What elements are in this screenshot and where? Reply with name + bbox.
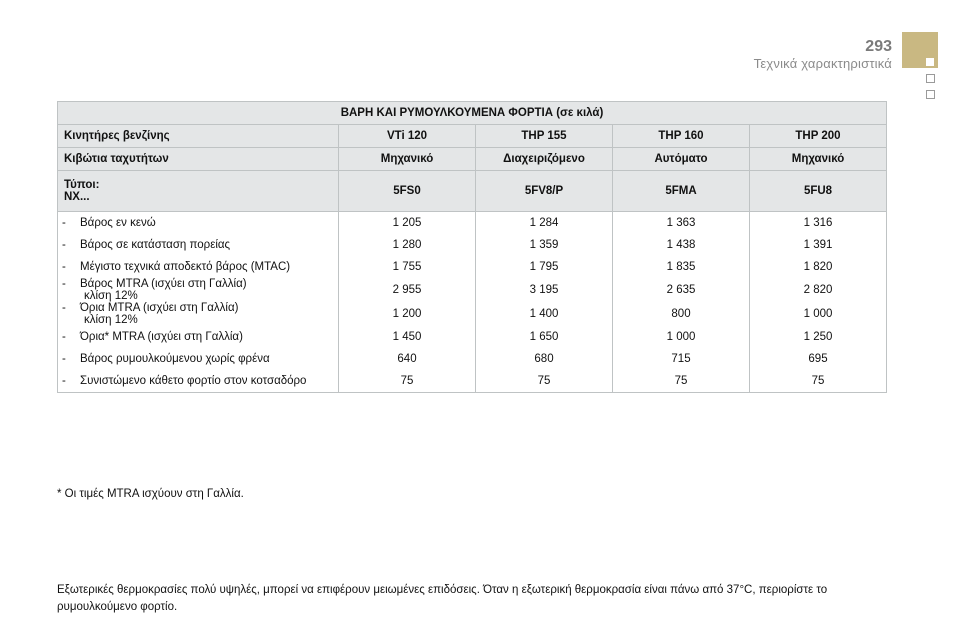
table-cell: 1 205: [339, 212, 476, 235]
table-cell: 1 650: [476, 326, 613, 348]
table-cell: 1 363: [613, 212, 750, 235]
row-label: - Βάρος MTRA (ισχύει στη Γαλλία) κλίση 12%: [58, 278, 339, 302]
table-cell: 1 359: [476, 234, 613, 256]
table-cell: 695: [750, 348, 887, 370]
table-cell: 715: [613, 348, 750, 370]
gearbox-header: Μηχανικό: [750, 148, 887, 171]
types-label-line1: Τύποι:: [64, 179, 100, 191]
types-label: [58, 171, 339, 212]
table-cell: 75: [750, 370, 887, 393]
chapter-tab-empty-1[interactable]: [926, 74, 935, 83]
type-header: 5FU8: [750, 171, 887, 212]
table-cell: 1 000: [750, 302, 887, 326]
table-cell: 75: [613, 370, 750, 393]
table-cell: 1 755: [339, 256, 476, 278]
table-cell: 800: [613, 302, 750, 326]
table-cell: 1 438: [613, 234, 750, 256]
table-cell: 1 820: [750, 256, 887, 278]
row-label: - Συνιστώμενο κάθετο φορτίο στον κοτσαδόρο: [58, 370, 339, 393]
gearbox-row: [58, 148, 887, 171]
table-title-row: [58, 102, 887, 125]
types-row: [58, 171, 887, 212]
table-cell: 680: [476, 348, 613, 370]
table-cell: 1 316: [750, 212, 887, 235]
table-row: [58, 212, 887, 235]
table-cell: 75: [339, 370, 476, 393]
gearbox-label: Κιβώτια ταχυτήτων: [58, 148, 339, 171]
row-label: - Όρια MTRA (ισχύει στη Γαλλία) κλίση 12%: [58, 302, 339, 326]
table-row: [58, 302, 887, 326]
type-header: 5FS0: [339, 171, 476, 212]
table-cell: 1 835: [613, 256, 750, 278]
row-label: - Όρια* MTRA (ισχύει στη Γαλλία): [58, 326, 339, 348]
table-cell: 2 820: [750, 278, 887, 302]
row-label: - Μέγιστο τεχνικά αποδεκτό βάρος (MTAC): [58, 256, 339, 278]
table-row: [58, 370, 887, 393]
engines-label: Κινητήρες βενζίνης: [58, 125, 339, 148]
engine-header: THP 160: [613, 125, 750, 148]
table-cell: 1 280: [339, 234, 476, 256]
table-title: ΒΑΡΗ ΚΑΙ ΡΥΜΟΥΛΚΟΥΜΕΝΑ ΦΟΡΤΙΑ (σε κιλά): [58, 102, 887, 125]
table-cell: 1 000: [613, 326, 750, 348]
table-cell: 1 200: [339, 302, 476, 326]
engines-row: [58, 125, 887, 148]
table-row: [58, 348, 887, 370]
footnote: * Οι τιμές MTRA ισχύουν στη Γαλλία.: [57, 488, 244, 500]
table-cell: 3 195: [476, 278, 613, 302]
table-cell: 2 955: [339, 278, 476, 302]
section-title: Τεχνικά χαρακτηριστικά: [753, 56, 892, 71]
temperature-note: Εξωτερικές θερμοκρασίες πολύ υψηλές, μπορεί να επιφέρουν μειωμένες επιδόσεις. Όταν η εξωτερική θερμοκρασία είναι πάνω από 37°C, περιορίστε το ρυμουλκούμενο φορτίο.: [57, 584, 828, 613]
gearbox-header: Μηχανικό: [339, 148, 476, 171]
table-cell: 1 250: [750, 326, 887, 348]
gearbox-header: Αυτόματο: [613, 148, 750, 171]
engine-header: VTi 120: [339, 125, 476, 148]
type-header: 5FMA: [613, 171, 750, 212]
table-cell: 1 795: [476, 256, 613, 278]
table-cell: 1 284: [476, 212, 613, 235]
engine-header: THP 155: [476, 125, 613, 148]
table-cell: 1 391: [750, 234, 887, 256]
types-label-line2: NX...: [64, 191, 90, 203]
table-cell: 640: [339, 348, 476, 370]
table-cell: 75: [476, 370, 613, 393]
row-label: - Βάρος ρυμουλκούμενου χωρίς φρένα: [58, 348, 339, 370]
table-cell: 2 635: [613, 278, 750, 302]
table-cell: 1 450: [339, 326, 476, 348]
type-header: 5FV8/P: [476, 171, 613, 212]
table-row: [58, 256, 887, 278]
row-label: - Βάρος εν κενώ: [58, 212, 339, 235]
page-number: 293: [865, 38, 892, 55]
row-label: - Βάρος σε κατάσταση πορείας: [58, 234, 339, 256]
chapter-tab-marker: [926, 58, 934, 66]
engine-header: THP 200: [750, 125, 887, 148]
weights-table: [57, 101, 887, 393]
gearbox-header: Διαχειριζόμενο: [476, 148, 613, 171]
table-row: [58, 326, 887, 348]
table-cell: 1 400: [476, 302, 613, 326]
table-row: [58, 278, 887, 302]
table-row: [58, 234, 887, 256]
chapter-tab-empty-2[interactable]: [926, 90, 935, 99]
